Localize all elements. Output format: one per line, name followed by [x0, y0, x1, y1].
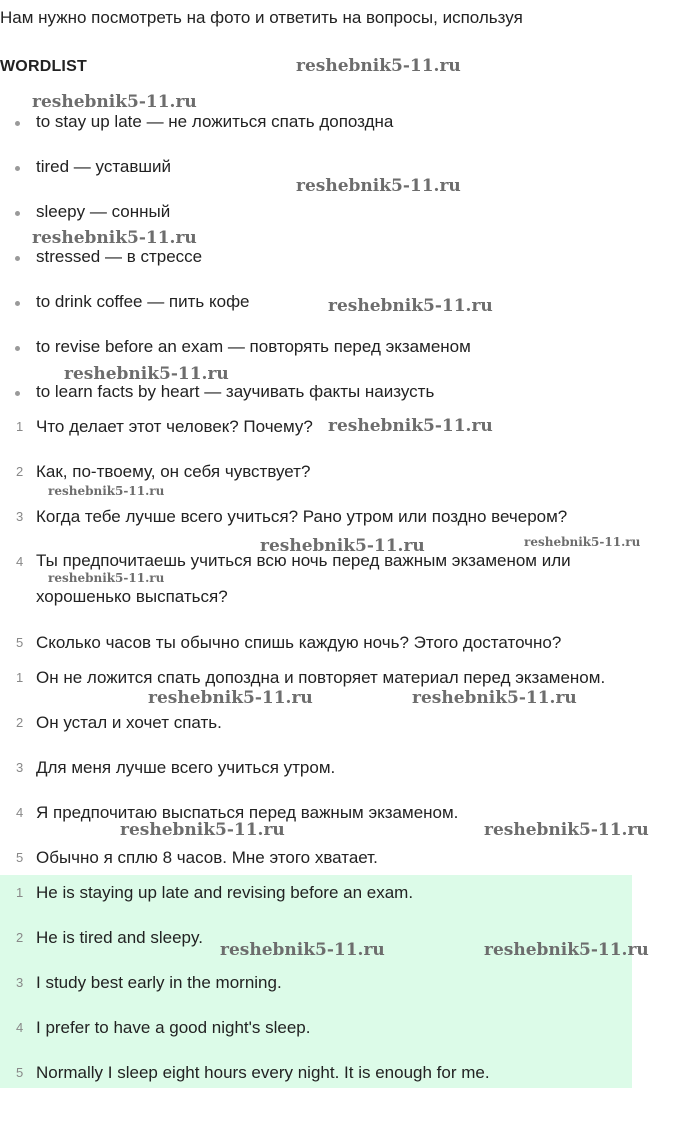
answer-en-item: He is staying up late and revising before an exam.	[36, 883, 414, 902]
watermark: reshebnik5-11.ru	[296, 56, 461, 76]
bullet-icon	[15, 301, 20, 306]
watermark: reshebnik5-11.ru	[32, 92, 197, 112]
question-item: Когда тебе лучше всего учиться? Рано утром или поздно вечером?	[36, 507, 568, 526]
wordlist-item: to revise before an exam — повторять перед экзаменом	[36, 337, 471, 356]
wordlist-item: sleepy — сонный	[36, 202, 171, 221]
item-number: 5	[16, 850, 24, 865]
answer-ru-item: Обычно я сплю 8 часов. Мне этого хватает.	[36, 848, 378, 867]
item-number: 1	[16, 670, 24, 685]
bullet-icon	[15, 211, 20, 216]
item-number: 1	[16, 885, 24, 900]
item-number: 3	[16, 760, 24, 775]
bullet-icon	[15, 391, 20, 396]
answer-ru-item: Для меня лучше всего учиться утром.	[36, 758, 336, 777]
watermark: reshebnik5-11.ru	[260, 536, 425, 556]
answer-ru-item: Он устал и хочет спать.	[36, 713, 222, 732]
answer-en-item: I prefer to have a good night's sleep.	[36, 1018, 311, 1037]
wordlist-item: to learn facts by heart — заучивать факты наизусть	[36, 382, 435, 401]
answer-ru-item: Он не ложится спать допоздна и повторяет материал перед экзаменом.	[36, 668, 606, 687]
question-item: Что делает этот человек? Почему?	[36, 417, 313, 436]
bullet-icon	[15, 256, 20, 261]
watermark: reshebnik5-11.ru	[120, 820, 285, 840]
item-number: 3	[16, 509, 24, 524]
watermark: reshebnik5-11.ru	[48, 571, 165, 585]
watermark: reshebnik5-11.ru	[484, 820, 649, 840]
bullet-icon	[15, 121, 20, 126]
item-number: 4	[16, 1020, 24, 1035]
watermark: reshebnik5-11.ru	[148, 688, 313, 708]
intro-text: Нам нужно посмотреть на фото и ответить на вопросы, используя	[0, 8, 523, 27]
item-number: 3	[16, 975, 24, 990]
watermark: reshebnik5-11.ru	[412, 688, 577, 708]
wordlist-item: stressed — в стрессе	[36, 247, 203, 266]
watermark: reshebnik5-11.ru	[328, 296, 493, 316]
watermark: reshebnik5-11.ru	[296, 176, 461, 196]
answer-en-item: He is tired and sleepy.	[36, 928, 203, 947]
watermark: reshebnik5-11.ru	[64, 364, 229, 384]
answer-ru-item: Я предпочитаю выспаться перед важным экзаменом.	[36, 803, 459, 822]
bullet-icon	[15, 166, 20, 171]
item-number: 4	[16, 805, 24, 820]
item-number: 2	[16, 930, 24, 945]
item-number: 5	[16, 635, 24, 650]
item-number: 1	[16, 419, 24, 434]
answer-en-item: Normally I sleep eight hours every night. It is enough for me.	[36, 1063, 490, 1082]
item-number: 5	[16, 1065, 24, 1080]
watermark: reshebnik5-11.ru	[484, 940, 649, 960]
item-number: 2	[16, 715, 24, 730]
watermark: reshebnik5-11.ru	[48, 484, 165, 498]
wordlist-item: to drink coffee — пить кофе	[36, 292, 250, 311]
watermark: reshebnik5-11.ru	[524, 535, 641, 549]
wordlist-heading: WORDLIST	[0, 58, 87, 75]
watermark: reshebnik5-11.ru	[220, 940, 385, 960]
answer-en-item: I study best early in the morning.	[36, 973, 282, 992]
watermark: reshebnik5-11.ru	[32, 228, 197, 248]
question-item: Сколько часов ты обычно спишь каждую ночь? Этого достаточно?	[36, 633, 562, 652]
question-item: Как, по-твоему, он себя чувствует?	[36, 462, 311, 481]
wordlist-item: tired — уставший	[36, 157, 172, 176]
bullet-icon	[15, 346, 20, 351]
item-number: 4	[16, 554, 24, 569]
question-item: Ты предпочитаешь учиться всю ночь перед важным экзаменом или хорошенько выспаться?	[36, 551, 571, 606]
item-number: 2	[16, 464, 24, 479]
wordlist-item: to stay up late — не ложиться спать допоздна	[36, 112, 394, 131]
watermark: reshebnik5-11.ru	[328, 416, 493, 436]
